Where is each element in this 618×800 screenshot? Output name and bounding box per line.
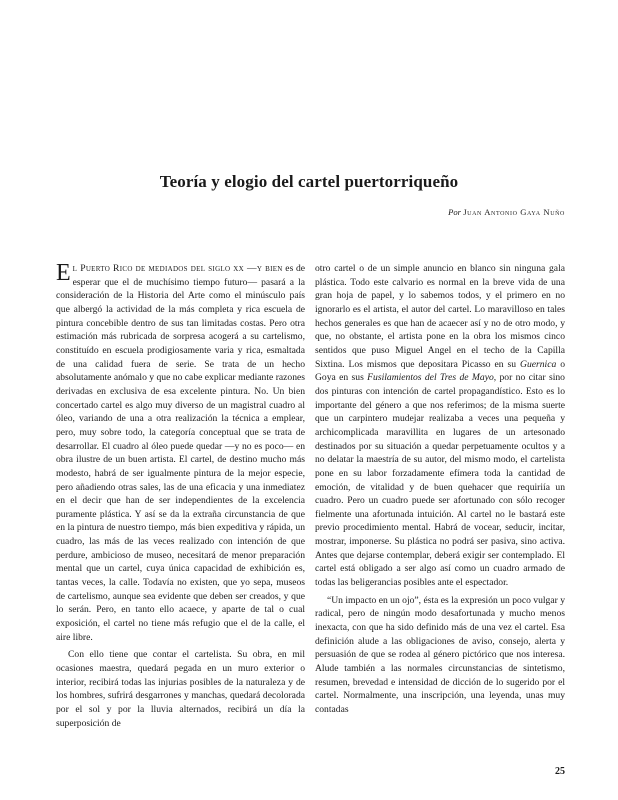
byline-prefix: Por [448,207,462,217]
lead-in-smallcaps: l Puerto Rico de mediados del siglo xx —y bien [72,263,283,274]
text-column-right [315,262,565,717]
paragraph [56,262,305,644]
byline-author: Juan Antonio Gaya Nuño [463,207,565,217]
paragraph-text: es de esperar que el de muchísimo tiempo futuro— pasará a la consideración de la Historia del Arte como el minúsculo país que albergó la actividad de la más completa y rica escuela de pintura concebible dentro de sus tan limitadas costas. Pero otra estimación más rubricada de sorpresa acogerá a su cartelismo, constituído en escuela prodigiosamente varia y rica, esmaltada de una calidad fuera de serie. Se trata de un hecho absolutamente anómalo y que no cabe explicar mediante razones derivadas en exclusiva de esa excelente pintura. No. Un bien concertado cartel es algo muy diverso de un magistral cuadro al óleo, variando de una a otra realización la técnica a emplear, pero, muy sobre todo, la categoría conceptual que se trata de desarrollar. El cuadro al óleo puede quedar —y no es poco— en obra ilustre de un buen artista. El cartel, de destino mucho más modesto, habrá de ser igualmente pintura de la mejor especie, pero añadiendo otras sales, las de una eficacia y una inmediatez en el decir que han de ser independientes de la excelencia puramente plástica. Y así se da la extraña circunstancia de que en la pintura de nuestro tiempo, más bien expeditiva y rápida, un cuadro, las más de las veces realizado con intención de que perdure, ambicioso de museo, necesitará de menor preparación mental que un cartel, cuya única capacidad de exhibición es, tantas veces, la calle. Todavía no existen, que yo sepa, museos de cartelismo, aunque sea evidente que deben ser creados, y que lo serán. Pero, en tanto ello acaece, y aparte de tal o cual exposición, el cartel no tiene más refugio que el de la calle, el aire libre. [56,263,305,643]
italic-title-guernica: Guernica [520,358,557,370]
byline [300,207,565,217]
drop-cap: E [56,260,71,286]
article-title: Teoría y elogio del cartel puertorriqueño [159,172,459,191]
paragraph-text: o Goya en sus [315,358,565,384]
page-number: 25 [555,766,565,777]
paragraph [315,262,565,590]
paragraph: Con ello tiene que contar el cartelista. Su obra, en mil ocasiones maestra, quedará pegada en un muro exterior o interior, recibirá todas las injurias posibles de la naturaleza y de los hombres, sufrirá desgarrones y manchas, quedará decolorada por el sol y por la lluvia alternados, recibirá un día la superposición de [56,649,305,729]
paragraph-text: , por no citar sino dos pinturas con intención de cartel propagandístico. Esto es lo importante del género a que nos referimos; de la misma suerte que un carpintero mudejar realizaba a veces una pequeña y archicomplicada maravillita en lugares de un artesonado destinados por su situación a quedar perpetuamente ocultos y a no delatar la maestría de su autor, del mismo modo, el cartelista pone en su labor forzadamente efímera toda la cantidad de emoción, de vitalidad y de buen quehacer que requiriía un cuadro. Pero un cuadro puede ser afortunado con sólo recoger fielmente una afortunada intuición. Al cartel no le bastará este previo procedimiento mental. Habrá de vocear, seducir, incitar, mostrar, imponerse. Su plástica no podrá ser pasiva, sino activa. Antes que dejarse contemplar, deberá exigir ser contemplado. El cartel está obligado a ser algo así como un cuadro armado de todas las beligerancias posibles ante el espectador. [315,372,565,589]
text-column-left [56,262,305,730]
paragraph-text: otro cartel o de un simple anuncio en blanco sin ninguna gala plástica. Todo este calvario es normal en la breve vida de una gran hoja de papel, y lo sabemos todos, y el primero en no ignorarlo es el artista, el autor del cartel. Lo maravilloso en tales hechos generales es que han de acaecer así y no de otro modo, y que, no obstante, el artista pone en la obra los mismos cinco sentidos que puso Miguel Angel en el techo de la Capilla Sixtina. Los mismos que depositara Picasso en su [315,263,565,370]
paragraph: “Un impacto en un ojo”, ésta es la expresión un poco vulgar y radical, pero de ningún modo desafortunada y mucho menos inexacta, con que ha sido definido más de una vez el cartel. Esa definición alude a las obligaciones de aviso, consejo, alerta y persuasión de que se rodea al género pictórico que nos interesa. Alude también a las normales circunstancias de sintetismo, resumen, brevedad e intensidad de dicción de lo sugerido por el cartel. Normalmente, una inscripción, una leyenda, unas muy contadas [315,594,565,715]
italic-title-fusilamientos: Fusilamientos del Tres de Mayo [367,372,494,384]
